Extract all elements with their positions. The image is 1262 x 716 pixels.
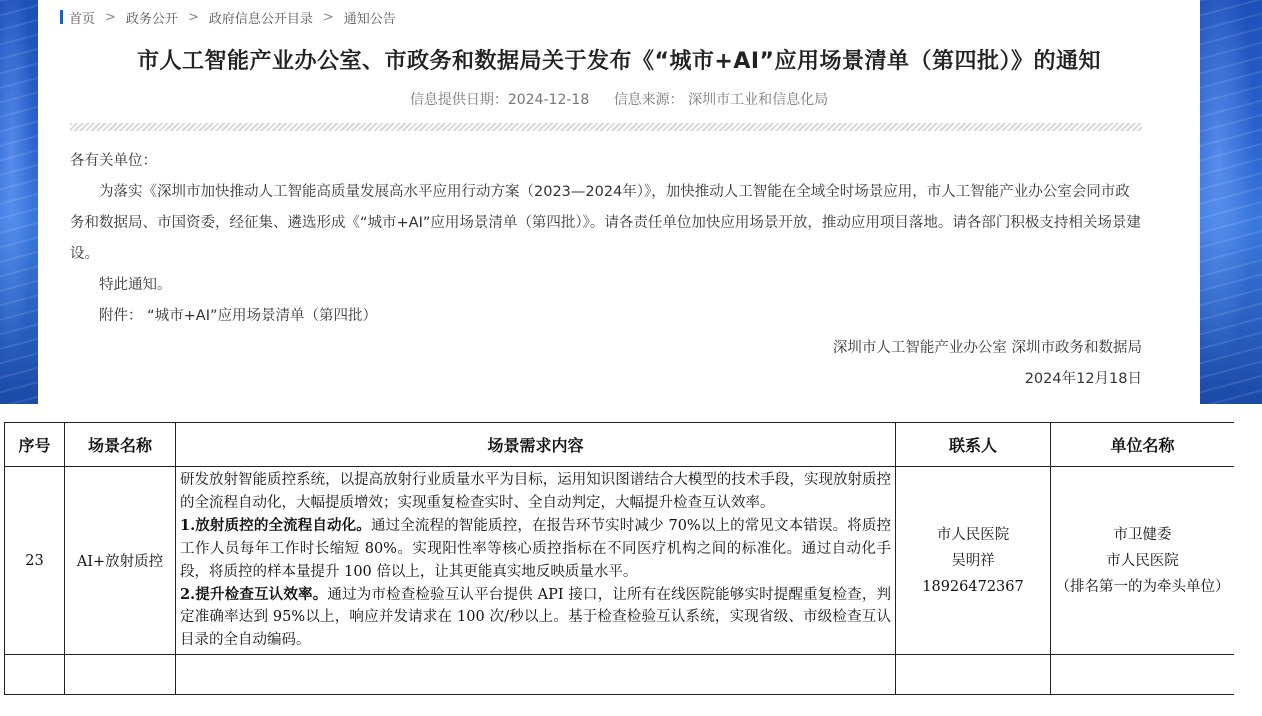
signature-orgs: 深圳市人工智能产业办公室 深圳市政务和数据局 [832,340,1142,356]
row-unit [1051,467,1235,655]
requirements-intro: 研发放射智能质控系统，以提高放射行业质量水平为目标，运用知识图谱结合大模型的技术手段，实现放射质控的全流程自动化，大幅提质增效；实现重复检查实时、全自动判定，大幅提升检查互认效率。 [180,472,891,511]
attachment-link[interactable]: “城市+AI”应用场景清单（第四批） [147,308,377,324]
scenario-table-image [4,422,1234,716]
date-group [410,92,589,108]
next-cell [65,655,176,695]
contact-org: 市人民医院 [936,526,1010,543]
breadcrumb-gov-affairs[interactable]: 政务公开 [125,11,178,27]
contact-name: 吴明祥 [951,552,995,569]
main-paragraph: 为落实《深圳市加快推动人工智能高质量发展高水平应用行动方案（2023—2024年）》，加快推动人工智能在全域全时场景应用，市人工智能产业办公室会同市政务和数据局、市国资委，经征集、遴选形成《“城市+AI”应用场景清单（第四批）》。请各责任单位加快应用场景开放，推动应用项目落地。请各部门积极支持相关场景建设。 [70,184,1141,262]
row-requirements [176,467,896,655]
row-contact [896,467,1051,655]
point2-text: 通过为市检查检验互认平台提供 API 接口，让所有在线医院能够实时提醒重复检查，判定准确率达到 95%以上，响应并发请求在 100 次/秒以上。基于检查检验互认系统，实现省级、市级检查互认目录的全自动编码。 [180,586,892,649]
row-scene-name: AI+放射质控 [65,467,176,655]
row-index: 23 [5,467,65,655]
unit-line-2: 市人民医院 [1106,552,1179,569]
table-row-next-partial [5,655,1235,695]
side-background-right [1200,0,1262,404]
attachment-label: 附件： [99,308,143,324]
breadcrumb-info-directory[interactable]: 政府信息公开目录 [208,11,313,27]
scenario-table [4,422,1234,695]
unit-line-1: 市卫健委 [1113,526,1172,543]
date-label: 信息提供日期： [409,92,508,108]
table-row [5,467,1235,655]
next-cell [1051,655,1235,695]
title-divider [70,123,1142,131]
breadcrumb-separator: > [105,9,116,25]
source-name: 深圳市工业和信息化局 [688,92,829,108]
article-panel [38,0,1200,404]
header-unit: 单位名称 [1051,423,1235,467]
greeting: 各有关单位： [70,153,157,169]
point1-text: 通过全流程的智能质控，在报告环节实时减少 70%以上的常见文本错误。将质控工作人员每年工作时长缩短 80%。实现阳性率等核心质控指标在不同医疗机构之间的标准化。通过自动化手段，将质控的样本量提升 100 倍以上，让其更能真实地反映质量水平。 [180,517,892,580]
breadcrumb-separator: > [187,9,199,25]
next-cell [5,655,65,695]
contact-phone: 18926472367 [922,578,1024,595]
next-cell [896,655,1051,695]
breadcrumb-accent-bar [60,10,63,24]
article-body [70,146,1142,332]
unit-line-3: （排名第一的为牵头单位） [1055,578,1230,595]
side-background-left [0,0,38,404]
header-index: 序号 [5,423,65,467]
point2-title: 2.提升检查互认效率。 [180,585,328,603]
attachment-line [70,301,1142,332]
source-group [614,92,828,108]
breadcrumb [60,9,396,25]
signature-date: 2024年12月18日 [1024,371,1142,387]
header-requirements: 场景需求内容 [176,423,896,467]
table-header-row [5,423,1235,467]
next-cell [176,655,896,695]
publish-date: 2024-12-18 [507,92,590,108]
header-contact: 联系人 [896,423,1051,467]
breadcrumb-separator: > [322,9,334,25]
header-scene-name: 场景名称 [65,423,176,467]
closing-text: 特此通知。 [99,277,172,293]
source-label: 信息来源： [613,92,684,108]
breadcrumb-home[interactable]: 首页 [69,11,96,27]
point1-title: 1.放射质控的全流程自动化。 [180,516,371,534]
article-meta [38,89,1200,109]
breadcrumb-notices[interactable]: 通知公告 [343,11,396,27]
page-title: 市人工智能产业办公室、市政务和数据局关于发布《“城市+AI”应用场景清单（第四批）》的通知 [136,49,1102,74]
signature-block [833,333,1142,395]
